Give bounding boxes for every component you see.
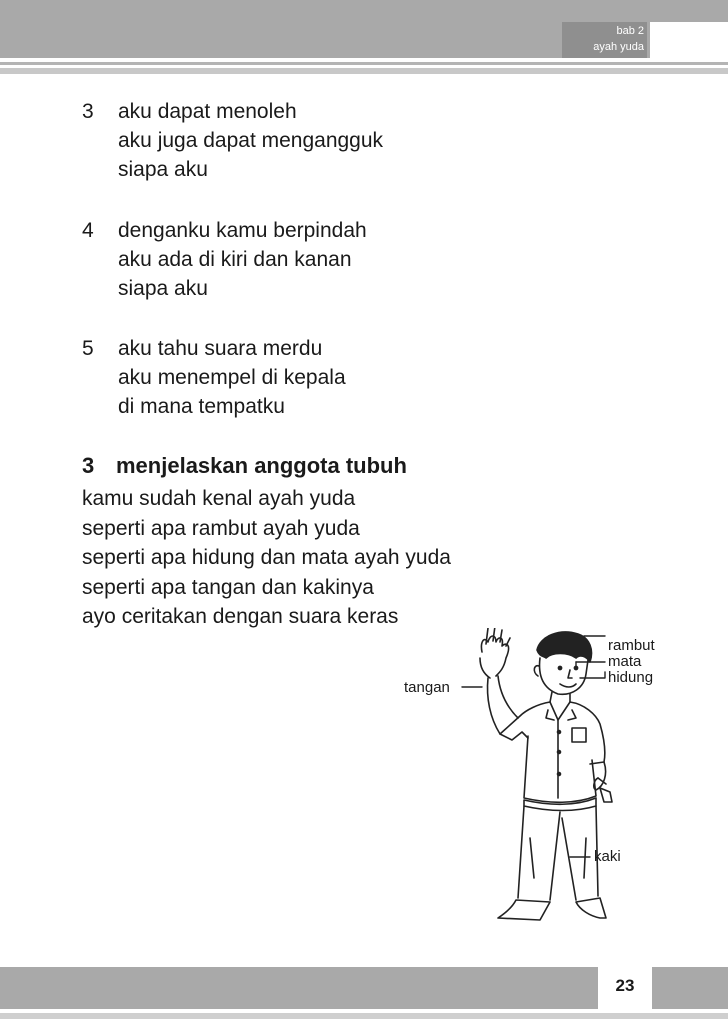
paragraph-line: seperti apa tangan dan kakinya bbox=[82, 575, 374, 599]
label-tangan: tangan bbox=[404, 679, 450, 696]
body-parts-figure bbox=[400, 628, 700, 928]
footer-rule bbox=[0, 1013, 728, 1019]
verse-number: 4 bbox=[82, 219, 94, 242]
paragraph-line: ayo ceritakan dengan suara keras bbox=[82, 605, 399, 628]
verse-line: aku juga dapat mengangguk bbox=[118, 129, 384, 152]
label-kaki: kaki bbox=[594, 848, 621, 865]
verse-line: aku menempel di kepala bbox=[118, 366, 346, 389]
chapter-subtitle: ayah yuda bbox=[593, 41, 644, 53]
verse-line: di mana tempatku bbox=[118, 395, 285, 418]
verse-line: aku ada di kiri dan kanan bbox=[118, 248, 352, 271]
verse-number: 3 bbox=[82, 100, 94, 123]
header-rule bbox=[0, 62, 728, 65]
man-illustration bbox=[400, 628, 700, 928]
label-mata: mata bbox=[608, 653, 642, 670]
verse-number: 5 bbox=[82, 337, 94, 360]
chapter-label: bab 2 bbox=[616, 25, 644, 37]
verse-line: siapa aku bbox=[118, 277, 208, 300]
page-number: 23 bbox=[615, 976, 635, 995]
verse-5 bbox=[82, 334, 346, 421]
verse-line: siapa aku bbox=[118, 158, 208, 181]
section-heading bbox=[82, 453, 407, 479]
paragraph-line: seperti apa rambut ayah yuda bbox=[82, 516, 360, 540]
section-number: 3 bbox=[82, 453, 95, 478]
verse-3 bbox=[82, 97, 384, 184]
header-tab bbox=[650, 22, 728, 58]
label-rambut: rambut bbox=[608, 637, 655, 654]
verse-4 bbox=[82, 216, 367, 303]
section-paragraph bbox=[82, 484, 451, 632]
verse-line: aku dapat menoleh bbox=[118, 100, 297, 123]
paragraph-line: seperti apa hidung dan mata ayah yuda bbox=[82, 546, 451, 569]
paragraph-line: kamu sudah kenal ayah yuda bbox=[82, 487, 356, 510]
header-rule-thick bbox=[0, 68, 728, 74]
label-hidung: hidung bbox=[608, 669, 654, 686]
verse-line: denganku kamu berpindah bbox=[118, 219, 367, 242]
verse-line: aku tahu suara merdu bbox=[118, 337, 323, 360]
section-title: menjelaskan anggota tubuh bbox=[116, 453, 407, 478]
